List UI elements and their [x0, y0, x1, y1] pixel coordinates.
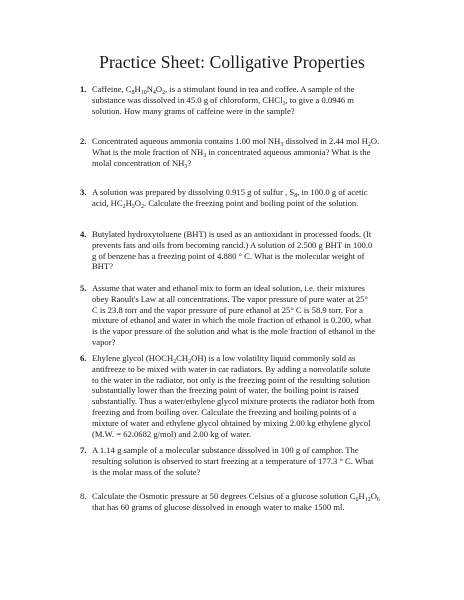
subscript: 2 [367, 142, 371, 148]
text-segment: H [134, 84, 141, 94]
text-segment: acid, HC [92, 197, 123, 208]
text-segment: OH) is a low volatility liquid commonly sold as [191, 353, 356, 363]
text-segment: A solution was prepared by dissolving 0.915 g of sulfur , S [92, 187, 295, 197]
question-8 [80, 491, 410, 513]
text-segment: freezing and from boiling over. Calculate the freezing and boiling points of a [92, 406, 357, 417]
question-text-line [80, 375, 410, 386]
subscript: 10 [140, 90, 147, 96]
question-4 [80, 229, 410, 272]
question-text-line [80, 251, 410, 262]
subscript: 8 [131, 90, 135, 96]
text-segment: mixture of water and ethylene glycol obtained by mixing 2.00 kg ethylene glycol [92, 417, 371, 428]
question-text-line [80, 305, 410, 316]
text-segment: vapor? [92, 336, 116, 347]
subscript: 3 [131, 203, 135, 210]
text-segment: molal concentration of NH [92, 157, 185, 168]
subscript: 8 [294, 193, 298, 199]
subscript: 2 [162, 90, 166, 96]
text-segment: A 1.14 g sample of a molecular substance dissolved in 100 g of camphor. The [92, 445, 359, 455]
text-segment: mixture of ethanol and water in which the mole fraction of ethanol is 0.200, what [92, 315, 372, 326]
text-segment: O [370, 491, 377, 501]
text-segment: BHT? [92, 261, 114, 272]
text-segment: O. [370, 136, 380, 146]
question-2 [80, 136, 410, 168]
question-text-line [80, 456, 410, 467]
text-segment: resulting solution is observed to start freezing at a temperature of 177.3 ° C. What [92, 455, 374, 466]
text-segment: antifreeze to be mixed with water in car radiators. By adding a nonvolatile solute [92, 363, 371, 374]
subscript: 6 [376, 497, 380, 503]
text-segment: (M.W. = 62.0682 g/mol) and 2.00 kg of water. [92, 428, 251, 439]
text-segment: Assume that water and ethanol mix to form an ideal solution, i.e. their mixtures [92, 283, 366, 293]
question-text-line [80, 261, 410, 272]
text-segment: that has 60 grams of glucose dissolved in enough water to make 1500 ml. [92, 501, 345, 512]
question-text-line [80, 445, 410, 456]
question-number: 3. [80, 187, 87, 197]
text-segment: solution. How many grams of caffeine were in the sample? [92, 105, 295, 116]
text-segment: CH [176, 353, 189, 363]
text-segment: obey Raoult's Law at all concentrations. The vapor pressure of pure water at 25° [92, 293, 368, 304]
text-segment: Butylated hydroxytoluene (BHT) is used as an antioxidant in processed foods. (It [92, 229, 372, 239]
text-segment: C is 23.8 torr and the vapor pressure of pure ethanol at 25° C is 58.9 torr. For a [92, 304, 363, 315]
text-segment: Caffeine, C [92, 84, 132, 94]
text-segment: H [125, 197, 132, 208]
subscript: 3 [184, 163, 188, 170]
question-6 [80, 353, 410, 439]
question-text-line [80, 326, 410, 337]
question-text-line [80, 187, 410, 198]
text-segment: O [155, 84, 163, 94]
subscript: 4 [152, 90, 156, 96]
question-text-line [80, 158, 410, 169]
question-number: 8. [80, 491, 87, 501]
subscript: 6 [355, 497, 359, 503]
text-segment: is the vapor pressure of the solution and what is the mole fraction of ethanol in the [92, 326, 376, 337]
subscript: 2 [188, 359, 192, 365]
question-number: 7. [80, 445, 87, 455]
question-7 [80, 445, 410, 477]
question-text-line [80, 315, 410, 326]
question-number: 5. [80, 283, 87, 293]
question-3 [80, 187, 410, 209]
question-5 [80, 283, 410, 348]
text-segment: What is the mole fraction of NH [92, 146, 204, 157]
subscript: 2 [122, 203, 126, 210]
question-text-line [80, 502, 410, 513]
text-segment: in concentrated aqueous ammonia? What is the [206, 146, 371, 157]
question-text-line [80, 337, 410, 348]
question-text-line [80, 294, 410, 305]
text-segment: g of benzene has a freezing point of 4.880 ° C. What is the molecular weight of [92, 250, 365, 261]
question-text-line [80, 396, 410, 407]
text-segment: O [134, 197, 141, 208]
text-segment: H [358, 491, 365, 501]
subscript: 2 [141, 203, 144, 210]
question-text-line [80, 84, 410, 95]
question-text-line [80, 364, 410, 375]
question-number: 1. [80, 84, 87, 94]
question-text-line [80, 491, 410, 502]
subscript: 2 [173, 359, 177, 365]
question-number: 2. [80, 136, 87, 146]
text-segment: prevents fats and oils from becoming rancid.) A solution of 2.500 g BHT in 100.0 [92, 239, 373, 250]
question-number: 4. [80, 229, 87, 239]
text-segment: Ehylene glycol (HOCH [92, 353, 174, 363]
text-segment: to the water in the radiator, not only is the freezing point of the resulting solution [92, 374, 370, 385]
question-text-line [80, 385, 410, 396]
question-text-line [80, 353, 410, 364]
page-title: Practice Sheet: Colligative Properties [99, 52, 365, 72]
subscript: 3 [282, 100, 286, 107]
text-segment: dissolved in 2.44 mol H [283, 136, 368, 146]
question-text-line [80, 147, 410, 158]
question-text-line [80, 198, 410, 209]
text-segment: is the molar mass of the solute? [92, 466, 201, 477]
question-number: 6. [80, 353, 87, 363]
text-segment: Calculate the Osmotic pressure at 50 degrees Celsius of a glucose solution C [92, 491, 356, 501]
question-1 [80, 84, 410, 116]
text-segment: N [146, 84, 153, 94]
question-text-line [80, 467, 410, 478]
text-segment: substantially. Thus a water/ethylene glycol mixture protects the radiator both from [92, 396, 375, 407]
text-segment: , to give a 0.0946 m [285, 94, 354, 105]
question-text-line [80, 136, 410, 147]
text-segment: . Calculate the freezing point and boiling point of the solution. [144, 197, 359, 208]
text-segment: , is a stimulant found in tea and coffee. A sample of the [165, 84, 355, 94]
question-text-line [80, 106, 410, 117]
subscript: 3 [203, 152, 207, 159]
question-text-line [80, 407, 410, 418]
text-segment: substantially lower than the freezing point of water, the boiling point is raised [92, 385, 359, 396]
text-segment: substance was dissolved in 45.0 g of chloroform, CHCl [92, 94, 283, 105]
question-text-line [80, 429, 410, 440]
question-text-line [80, 95, 410, 106]
text-segment: , in 100.0 g of acetic [297, 187, 368, 197]
text-segment: ? [187, 157, 192, 168]
question-text-line [80, 240, 410, 251]
subscript: 3 [280, 142, 284, 148]
question-text-line [80, 418, 410, 429]
text-segment: Concentrated aqueous ammonia contains 1.00 mol NH [92, 136, 281, 146]
question-text-line [80, 229, 410, 240]
question-text-line [80, 283, 410, 294]
subscript: 12 [364, 497, 371, 503]
